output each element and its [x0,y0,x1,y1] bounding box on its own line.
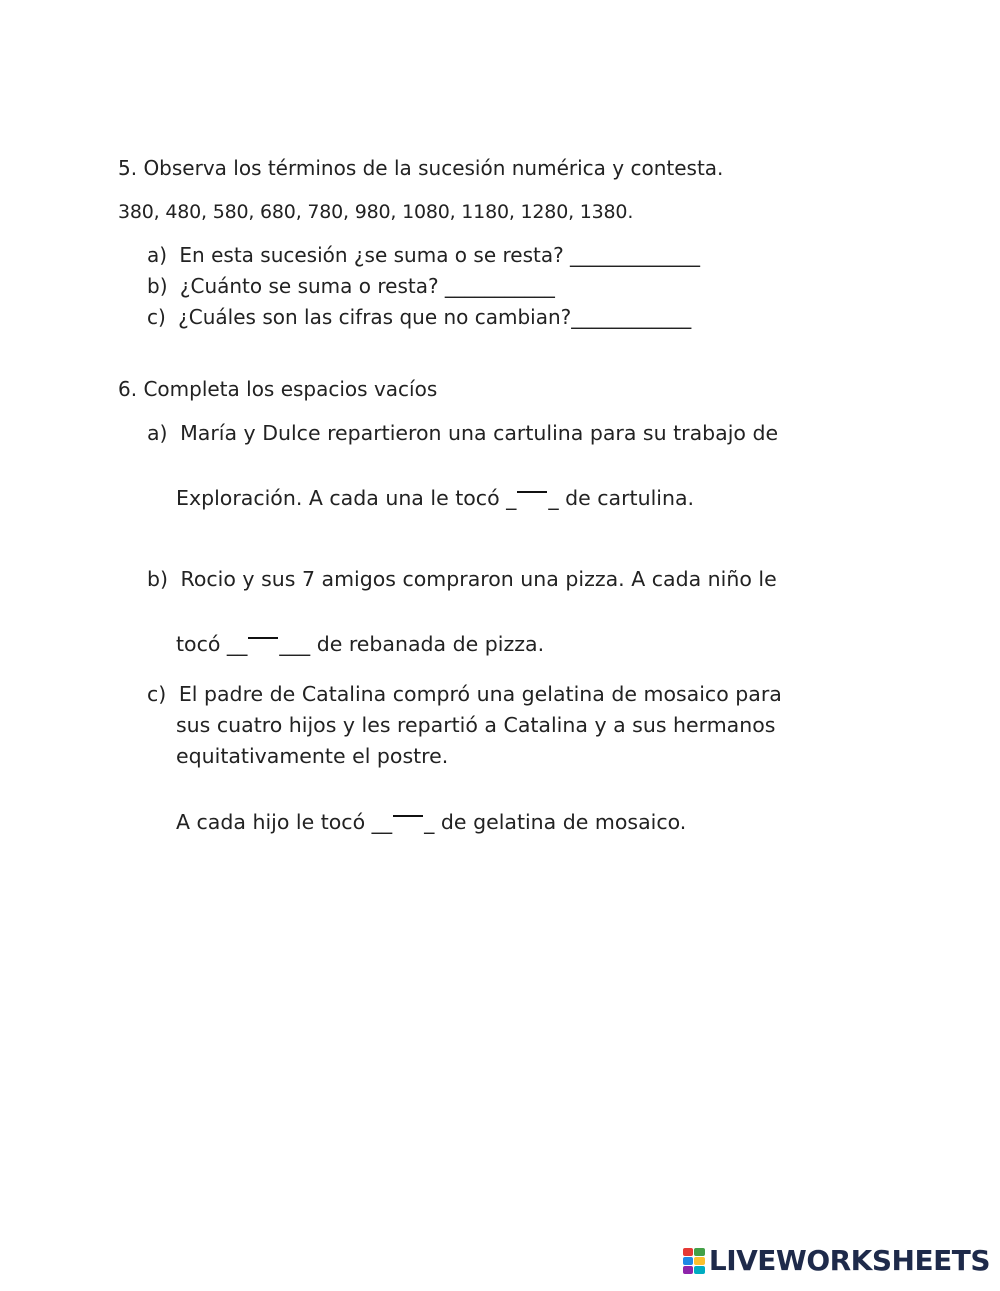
q6-item-c-line3: equitativamente el postre. [176,744,449,768]
liveworksheets-logo[interactable] [683,1244,990,1277]
q6-item-b-after: ___ de rebanada de pizza. [279,632,545,656]
q6-item-c-line4 [176,810,686,834]
q6-item-c-text: El padre de Catalina compró una gelatina de mosaico para [178,682,782,706]
q6-item-b-line2 [176,632,544,656]
logo-mark-icon [683,1248,705,1274]
q6-item-c-before: A cada hijo le tocó __ [176,810,393,834]
q6-item-b-text: Rocio y sus 7 amigos compraron una pizza. A cada niño le [180,567,777,591]
q6-item-b-line1 [147,567,777,591]
q6-item-a-after: _ de cartulina. [548,486,695,510]
q5-item-a-text: En esta sucesión ¿se suma o se resta? _____________ [179,243,701,267]
q5-item-a [147,243,700,267]
q5-item-c-text: ¿Cuáles son las cifras que no cambian?____________ [178,305,692,329]
q6-item-c-line2: sus cuatro hijos y les repartió a Catalina y a sus hermanos [176,713,776,737]
q6-item-c-after: _ de gelatina de mosaico. [424,810,687,834]
q5-item-c-label: c) [147,305,166,329]
q6-item-b-label: b) [147,567,169,591]
q6-item-a-text: María y Dulce repartieron una cartulina para su trabajo de [180,421,779,445]
q5-item-b [147,274,555,298]
q6-item-a-before: Exploración. A cada una le tocó _ [176,486,517,510]
fraction-blank-c[interactable] [393,815,423,817]
q6-item-a-line2 [176,486,694,510]
number-sequence: 380, 480, 580, 680, 780, 980, 1080, 1180, 1280, 1380. [118,201,634,223]
q6-item-b-before: tocó __ [176,632,248,656]
q6-item-a-line1 [147,421,778,445]
fraction-blank-b[interactable] [248,637,278,639]
q6-item-c-line1 [147,682,782,706]
q5-item-b-label: b) [147,274,168,298]
q5-item-c [147,305,691,329]
q6-item-c-label: c) [147,682,167,706]
question-5-title: 5. Observa los términos de la sucesión numérica y contesta. [118,156,724,180]
q5-item-b-text: ¿Cuánto se suma o resta? ___________ [179,274,555,298]
fraction-blank-a[interactable] [517,491,547,493]
logo-text: LIVEWORKSHEETS [708,1244,990,1277]
question-6-title: 6. Completa los espacios vacíos [118,377,438,401]
q6-item-a-label: a) [147,421,168,445]
q5-item-a-label: a) [147,243,168,267]
